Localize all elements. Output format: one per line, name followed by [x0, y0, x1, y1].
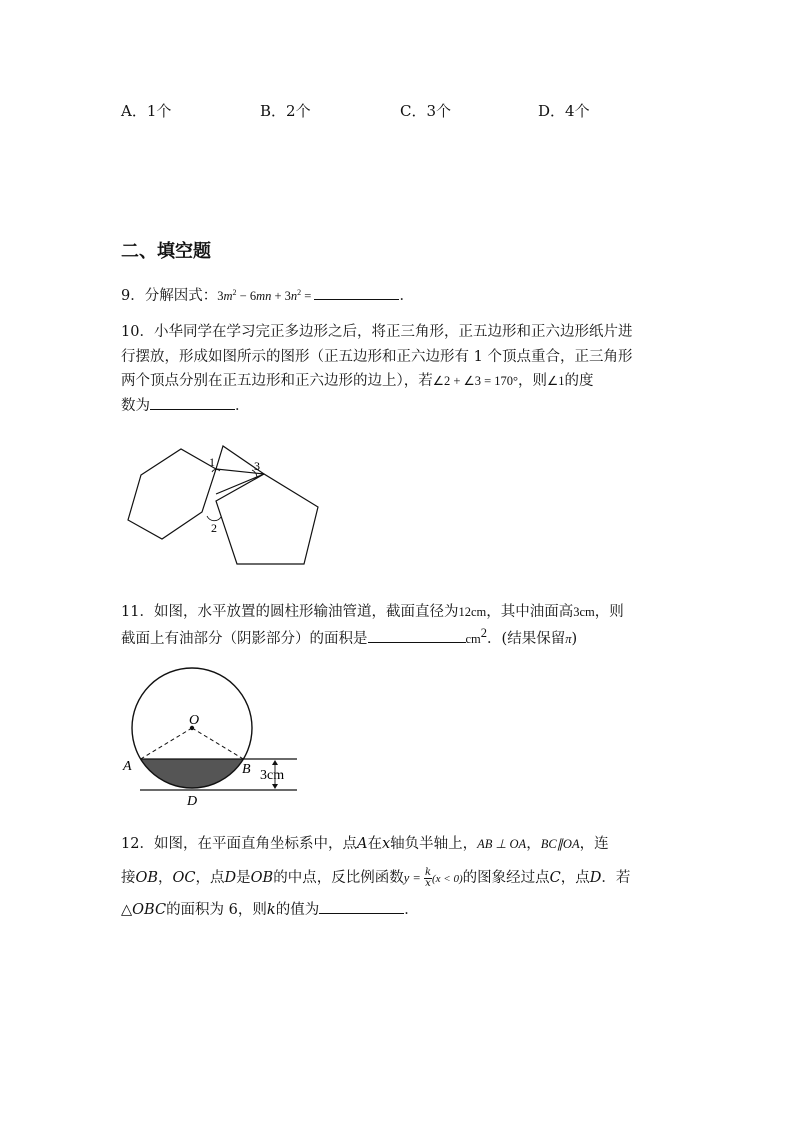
q12-line3: △OBC的面积为 6，则k的值为 ．: [121, 898, 419, 919]
fraction-k-over-x: $\frac{k}{x}$: [424, 866, 432, 889]
q9-prefix: 9．分解因式：: [121, 288, 218, 304]
q11-line2: 截面上有油部分（阴影部分）的面积是 $cm^2$．(结果保留π): [121, 626, 578, 647]
answer-blank: [150, 395, 235, 410]
section-heading: 二、填空题: [121, 241, 211, 262]
answer-blank: [319, 899, 404, 914]
option-c: C．3个: [400, 102, 452, 120]
question-9: 9．分解因式：$3m^2 - 6mn + 3n^2$ = ．: [121, 284, 414, 305]
label-A: A: [123, 759, 132, 774]
polygon-figure: [120, 440, 330, 575]
q10-line2: 行摆放，形成如图所示的图形（正五边形和正六边形有 1 个顶点重合，正三角形: [121, 349, 633, 365]
q10-line3: 两个顶点分别在正五边形和正六边形的边上），若∠2 + ∠3 = 170°，则∠1的度: [121, 373, 594, 389]
angle-label-1: 1: [209, 455, 215, 469]
answer-blank: [368, 628, 466, 643]
q12-line2: 接OB，OC，点D是OB的中点，反比例函数y = $\frac{k}{x}$ (x < 0)的图象经过点C，点D．若: [121, 866, 631, 889]
angle-2-arc: [207, 516, 221, 521]
oil-segment: [141, 759, 244, 788]
angle-label-2: 2: [211, 521, 217, 535]
radius-OB: [192, 728, 243, 759]
q10-line4: 数为 ．: [121, 394, 250, 415]
regular-hexagon: [128, 449, 216, 539]
radius-OA: [141, 728, 192, 759]
option-b: B．2个: [260, 102, 311, 120]
label-B: B: [242, 762, 251, 777]
arrow-up-icon: [272, 760, 278, 765]
label-height: 3cm: [260, 768, 285, 783]
q11-line1: 11．如图，水平放置的圆柱形输油管道，截面直径为12cm，其中油面高3cm，则: [121, 604, 624, 620]
option-a: A．1个: [121, 102, 172, 120]
oil-pipe-figure: [115, 655, 305, 810]
angle-label-3: 3: [254, 459, 260, 473]
answer-blank: [314, 285, 399, 300]
q10-line1: 10．小华同学在学习完正多边形之后，将正三角形，正五边形和正六边形纸片进: [121, 324, 633, 340]
option-d: D．4个: [538, 102, 590, 120]
q9-expression: $3m^2 - 6mn + 3n^2$ =: [217, 287, 315, 303]
label-D: D: [187, 794, 198, 809]
label-O: O: [189, 713, 200, 728]
arrow-down-icon: [272, 784, 278, 789]
q12-line1: 12．如图，在平面直角坐标系中，点A在x轴负半轴上，AB ⊥ OA，BC∥OA，连: [121, 836, 609, 852]
